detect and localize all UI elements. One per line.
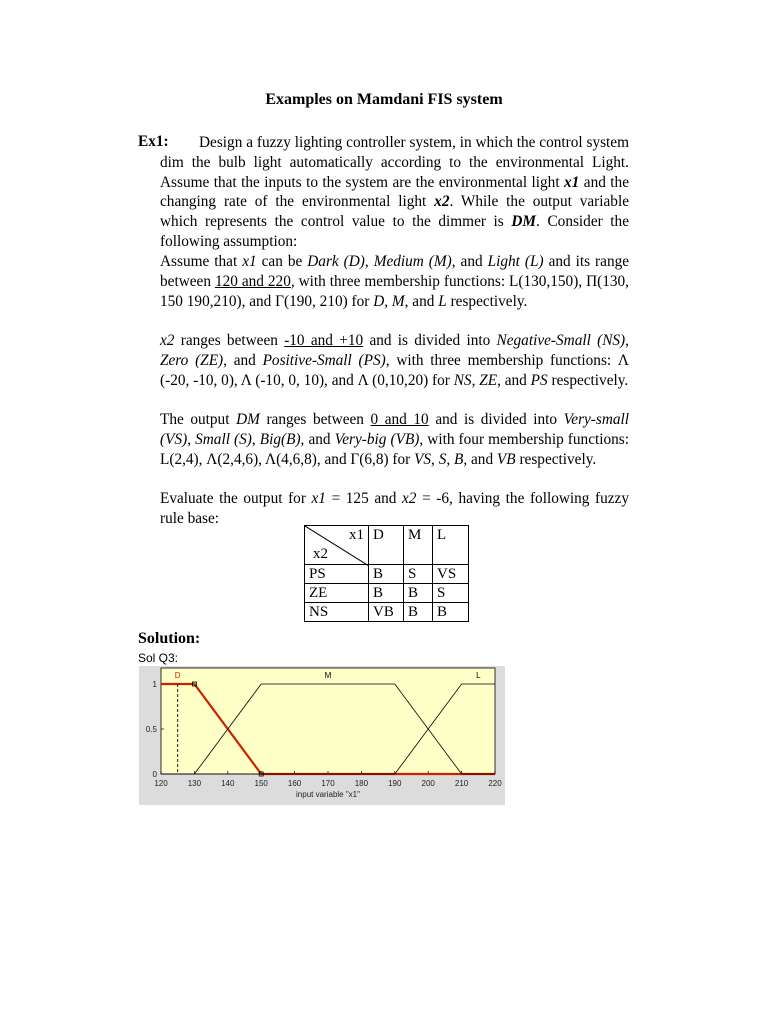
table-cell: B [404,603,433,622]
x-tick-label: 140 [221,779,235,788]
paragraph-x1-assumption: Assume that x1 can be Dark (D), Medium (M), and Light (L) and its range between 120 and 220, with three membership functions: L(130,150), Π(130, 150 190,210), and Γ(190, 210) for D, M, and L respectively. [160,253,630,310]
row-label: ZE [305,584,369,603]
x-tick-label: 160 [287,779,302,788]
x-tick-label: 200 [421,779,435,788]
table-cell: B [433,603,469,622]
x-axis-label: input variable "x1" [296,790,360,799]
table-cell: VB [369,603,404,622]
x-tick-label: 130 [187,779,202,788]
table-cell: VS [433,565,469,584]
x-tick-label: 150 [254,779,268,788]
membership-function-plot [139,666,505,805]
x-tick-label: 220 [488,779,502,788]
table-cell: S [433,584,469,603]
table-row [305,565,469,584]
series-label-L: L [476,671,481,680]
y-tick-label: 0.5 [145,725,157,734]
row-label: NS [305,603,369,622]
paragraph-x2-assumption: x2 ranges between -10 and +10 and is divided into Negative-Small (NS), Zero (ZE), and Positive-Small (PS), with three membership functions: Λ (-20, -10, 0), Λ (-10, 0, 10), and Λ (0,10,20) for NS, ZE, and PS respectively. [160,332,629,389]
document-title: Examples on Mamdani FIS system [265,91,503,108]
y-tick-label: 0 [152,770,157,779]
x-tick-label: 210 [454,779,469,788]
solution-heading: Solution: [138,630,201,647]
column-header: D [369,526,404,565]
x-tick-label: 180 [354,779,369,788]
table-cell: B [404,584,433,603]
corner-x1-label: x1 [349,527,364,543]
fuzzy-rule-table [304,525,469,622]
membership-chart-svg [139,666,505,805]
solution-subheading: Sol Q3: [138,651,179,665]
paragraph-evaluate: Evaluate the output for x1 = 125 and x2 = -6, having the following fuzzy rule base: [160,490,629,527]
series-label-M: M [324,671,332,680]
table-cell: B [369,584,404,603]
column-header: L [433,526,469,565]
row-label: PS [305,565,369,584]
paragraph-output-assumption: The output DM ranges between 0 and 10 and is divided into Very-small (VS), Small (S), Big(B), and Very-big (VB), with four membership functions: L(2,4), Λ(2,4,6), Λ(4,6,8), and Γ(6,8) for VS, S, B, and VB respectively. [160,411,630,468]
table-cell: B [369,565,404,584]
x-tick-label: 170 [321,779,335,788]
table-row [305,584,469,603]
series-label-D: D [174,671,181,680]
x-tick-label: 120 [154,779,168,788]
table-row [305,603,469,622]
example-label: Ex1: [138,133,169,150]
rule-table-header-row [305,526,469,565]
x-tick-label: 190 [388,779,402,788]
paragraph-intro: Design a fuzzy lighting controller system, in which the control system dim the bulb light automatically according to the environmental Light. Assume that the inputs to the system are the environmental light x1 and the changing rate of the environmental light x2. While the output variable which represents the control value to the dimmer is DM. Consider the following assumption: [160,134,629,250]
corner-x2-label: x2 [313,546,328,562]
rule-table-corner-cell [305,526,369,565]
y-tick-label: 1 [152,680,157,689]
table-cell: S [404,565,433,584]
column-header: M [404,526,433,565]
